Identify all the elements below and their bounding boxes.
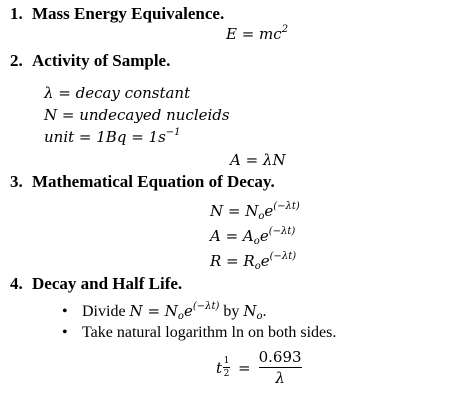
section-title: Activity of Sample. (32, 51, 171, 70)
bullet-text: by (219, 303, 244, 320)
unit-text: unit = 1Bq = 1s (44, 128, 166, 146)
section-number: 1. (10, 4, 23, 23)
bullet-text: . (262, 303, 267, 320)
section-title: Mass Energy Equivalence. (32, 4, 225, 23)
eq-lhs: N = N (210, 202, 259, 220)
eq-base: e (259, 227, 269, 245)
definition-n: N = undecayed nucleids (44, 106, 230, 124)
bullet-text: Take natural logarithm ln on both sides. (82, 324, 337, 341)
decay-equation-a (210, 227, 295, 245)
bullet-text: Divide (82, 303, 130, 320)
section-4-heading (10, 274, 182, 294)
eq-exp: (−λt) (192, 301, 220, 312)
eq-lhs: A = A (210, 227, 254, 245)
fraction-denominator: λ (275, 369, 285, 387)
eq-lhs: R = R (210, 252, 255, 270)
half-fraction-subscript (223, 356, 230, 379)
half-life-fraction (259, 348, 302, 387)
eq-base: e (264, 202, 274, 220)
eq-sub: o (256, 311, 263, 322)
section-number: 3. (10, 172, 23, 191)
section-number: 4. (10, 274, 23, 293)
sub-denominator: 2 (223, 369, 230, 379)
eq-sub: o (253, 236, 260, 247)
equals-sign: = (238, 358, 251, 377)
eq-exp: (−λt) (269, 251, 297, 262)
decay-equation-r (210, 252, 296, 270)
unit-exponent: −1 (165, 127, 181, 138)
fraction-bar (223, 367, 230, 368)
bullet-item-logarithm (62, 324, 336, 342)
eq-sub: o (177, 311, 184, 322)
section-1-heading (10, 4, 224, 24)
eq-exp: (−λt) (268, 226, 296, 237)
fraction-bar (259, 367, 302, 368)
bullet-item-divide (62, 302, 267, 321)
bullet-dot-icon: • (62, 324, 68, 341)
bullet-dot-icon: • (62, 303, 68, 320)
eq-base: e (260, 252, 270, 270)
activity-equation: A = λN (230, 151, 286, 169)
eq-sub: o (254, 261, 261, 272)
mass-energy-equation (226, 25, 288, 43)
section-number: 2. (10, 51, 23, 70)
section-title: Decay and Half Life. (32, 274, 183, 293)
definition-unit (44, 128, 181, 146)
eq-base: e (183, 302, 193, 320)
sub-numerator: 1 (223, 356, 230, 366)
half-life-equation (216, 348, 302, 387)
section-title: Mathematical Equation of Decay. (32, 172, 275, 191)
definition-lambda: λ = decay constant (44, 84, 191, 102)
equation-exponent: 2 (281, 24, 289, 35)
section-2-heading (10, 51, 170, 71)
fraction-numerator: 0.693 (258, 348, 302, 366)
eq-exp: (−λt) (273, 201, 300, 212)
eq-var: N (243, 302, 257, 320)
eq-lhs: N = N (129, 302, 178, 320)
decay-equation-n (210, 202, 300, 220)
section-3-heading (10, 172, 275, 192)
equation-text: E = mc (226, 25, 282, 43)
eq-var: t (216, 358, 223, 377)
eq-sub: o (258, 211, 265, 222)
